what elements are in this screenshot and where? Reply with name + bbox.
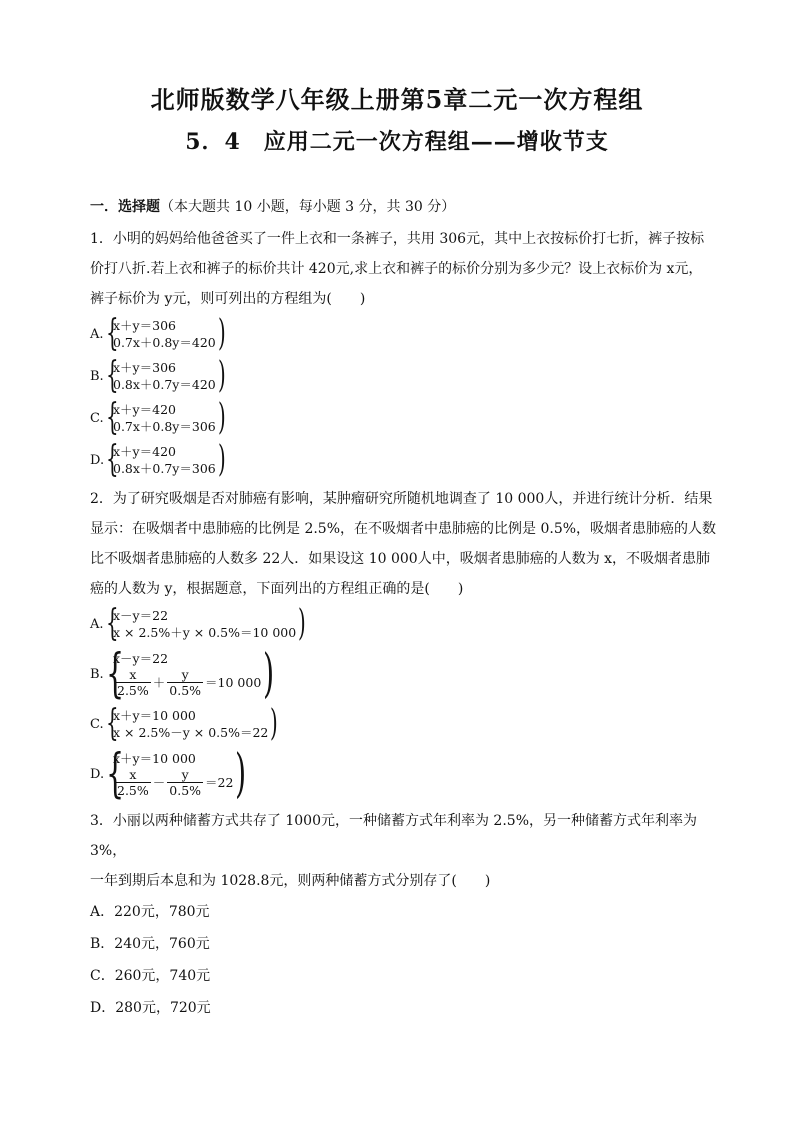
option-label: D. (90, 766, 105, 782)
document-subtitle: 5．4 应用二元一次方程组——增收节支 (185, 129, 609, 155)
equation-2: x × 2.5%－y × 0.5%＝22 (113, 725, 269, 740)
q2-line-1: 2．为了研究吸烟是否对肺癌有影响，某肿瘤研究所随机地调查了 10 000人，并进行统计分析．结果 (90, 491, 713, 507)
equation-2: 0.7x＋0.8y＝306 (113, 419, 216, 434)
equation-1: x＋y＝420 (113, 402, 176, 417)
question-2 (90, 484, 720, 804)
section-label: 一．选择题 (90, 199, 160, 215)
fraction: $\frac{y}{0.5\%}$ (169, 667, 202, 698)
equation-1: x＋y＝10 000 (113, 751, 196, 766)
q2-option-d[interactable] (90, 744, 720, 804)
question-1 (90, 224, 720, 478)
equation-1: x＋y＝10 000 (113, 708, 196, 723)
equation-2: x × 2.5%＋y × 0.5%＝10 000 (113, 625, 297, 640)
q1-option-c[interactable] (90, 397, 720, 438)
equation-2: 0.8x＋0.7y＝306 (113, 461, 216, 476)
option-label: C. (90, 716, 104, 732)
equation-1: x－y＝22 (113, 651, 169, 666)
q3-option-d[interactable]: D．280元，720元 (90, 1000, 211, 1016)
option-label: B. (90, 368, 104, 384)
equation-system: { x－y＝22 x × 2.5%＋y × 0.5%＝10 000 ) (106, 603, 306, 644)
equation-2: $\frac{x}{2.5\%}$ － $\frac{y}{0.5\%}$ ＝22 (117, 767, 234, 798)
section-note: （本大题共 10 小题，每小题 3 分，共 30 分） (160, 199, 456, 215)
equation-system: { x＋y＝306 0.7x＋0.8y＝420 ) (106, 313, 226, 354)
equation-system: { x＋y＝420 0.7x＋0.8y＝306 ) (106, 397, 226, 438)
equation-2: 0.7x＋0.8y＝420 (113, 335, 216, 350)
q2-option-c[interactable] (90, 703, 720, 744)
option-label: A. (90, 326, 104, 342)
equation-system: { x＋y＝10 000 x × 2.5%－y × 0.5%＝22 ) (106, 703, 279, 744)
q1-line-2: 价打八折.若上衣和裤子的标价共计 420元,求上衣和裤子的标价分别为多少元？设上衣标价为 x元， (90, 261, 703, 277)
q2-line-2: 显示：在吸烟者中患肺癌的比例是 2.5%，在不吸烟者中患肺癌的比例是 0.5%，吸烟者患肺癌的人数 (90, 521, 717, 537)
q3-option-c[interactable]: C．260元，740元 (90, 968, 211, 984)
equation-system: { x＋y＝306 0.8x＋0.7y＝420 ) (106, 355, 226, 396)
q1-line-3: 裤子标价为 y元，则可列出的方程组为( ) (90, 291, 366, 307)
equation-1: x＋y＝306 (113, 360, 176, 375)
equation-1: x＋y＝420 (113, 444, 176, 459)
q2-option-a[interactable] (90, 603, 720, 644)
q3-option-a[interactable]: A．220元，780元 (90, 904, 210, 920)
fraction: $\frac{x}{2.5\%}$ (117, 767, 149, 798)
fraction: $\frac{x}{2.5\%}$ (117, 667, 149, 698)
equation-2: 0.8x＋0.7y＝420 (113, 377, 216, 392)
equation-system: { x＋y＝10 000 $\frac{x}{2.5\%}$ － $\frac{y}{0.5\%}$ ＝22 ) (106, 744, 247, 804)
section-heading (90, 196, 720, 218)
equation-system: { x＋y＝420 0.8x＋0.7y＝306 ) (106, 439, 226, 480)
q3-line-2: 一年到期后本息和为 1028.8元，则两种储蓄方式分别存了( ) (90, 873, 491, 889)
q2-option-b[interactable] (90, 644, 720, 704)
q1-option-d[interactable] (90, 439, 720, 480)
equation-1: x＋y＝306 (113, 318, 176, 333)
exam-content (90, 196, 720, 1024)
q2-line-3: 比不吸烟者患肺癌的人数多 22人．如果设这 10 000人中，吸烟者患肺癌的人数为 x，不吸烟者患肺 (90, 551, 711, 567)
q1-option-a[interactable] (90, 313, 720, 354)
q3-option-b[interactable]: B．240元，760元 (90, 936, 210, 952)
document-title: 北师版数学八年级上册第5章二元一次方程组 (150, 85, 644, 114)
option-label: A. (90, 616, 104, 632)
question-3 (90, 806, 720, 1024)
q3-line-1: 3．小丽以两种储蓄方式共存了 1000元，一种储蓄方式年利率为 2.5%，另一种储蓄方式年利率为 3%， (90, 813, 698, 859)
q1-option-b[interactable] (90, 355, 720, 396)
fraction: $\frac{y}{0.5\%}$ (169, 767, 202, 798)
q2-line-4: 癌的人数为 y，根据题意，下面列出的方程组正确的是( ) (90, 581, 464, 597)
equation-1: x－y＝22 (113, 608, 169, 623)
equation-2: $\frac{x}{2.5\%}$ ＋ $\frac{y}{0.5\%}$ ＝10 000 (117, 667, 262, 698)
option-label: B. (90, 666, 104, 682)
equation-system: { x－y＝22 $\frac{x}{2.5\%}$ ＋ $\frac{y}{0.5\%}$ ＝10 000 ) (106, 644, 275, 704)
q1-line-1: 1．小明的妈妈给他爸爸买了一件上衣和一条裤子，共用 306元，其中上衣按标价打七折，裤子按标 (90, 231, 705, 247)
option-label: C. (90, 410, 104, 426)
option-label: D. (90, 452, 105, 468)
